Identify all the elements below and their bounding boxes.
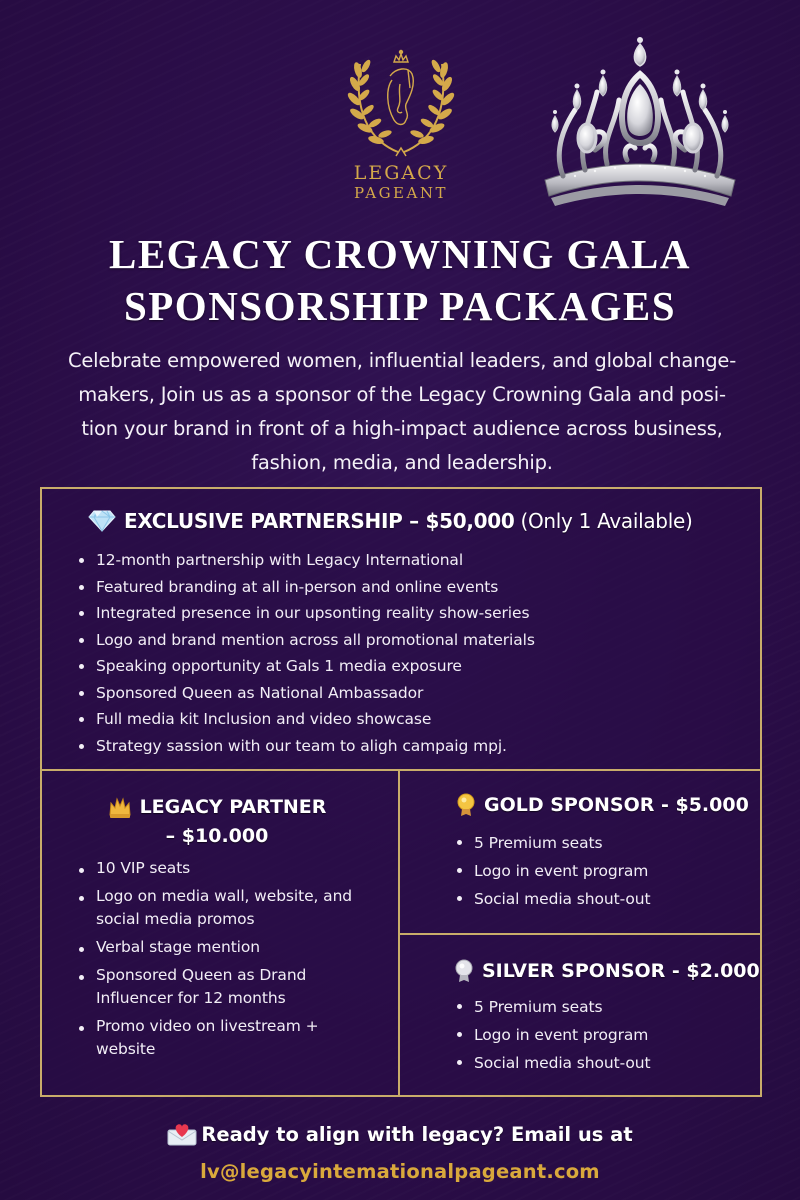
- gold-medal-icon: [456, 793, 476, 817]
- benefits-list: [454, 993, 744, 1077]
- tiara-image: [535, 30, 745, 215]
- package-silver-sponsor: [400, 935, 760, 1095]
- list-item: Social media shout-out: [454, 885, 744, 913]
- package-exclusive-partnership: [42, 489, 760, 771]
- package-title: SILVER SPONSOR - $2.000: [482, 960, 760, 982]
- list-item: Verbal stage mention: [76, 936, 376, 959]
- package-legacy-partner: [42, 771, 400, 1095]
- list-item: Strategy sassion with our team to aligh campaig mpj.: [76, 733, 746, 760]
- list-item: 10 VIP seats: [76, 857, 376, 880]
- page-title: [0, 228, 800, 332]
- package-title: EXCLUSIVE PARTNERSHIP – $50,000: [124, 509, 515, 533]
- package-heading: [454, 959, 760, 983]
- cta-message: Ready to align with legacy? Email us at: [201, 1122, 633, 1146]
- cta-text: [167, 1122, 632, 1146]
- contact-email-link[interactable]: lv@legacyintemationalpageant.com: [200, 1160, 600, 1183]
- list-item: Featured branding at all in-person and online events: [76, 574, 746, 601]
- list-item: 5 Premium seats: [454, 993, 744, 1021]
- list-item: 12-month partnership with Legacy International: [76, 547, 746, 574]
- list-item: Full media kit Inclusion and video showcase: [76, 706, 746, 733]
- list-item: Integrated presence in our upsonting reality show-series: [76, 600, 746, 627]
- intro-line: fashion, media, and leadership.: [251, 451, 553, 474]
- list-item: Logo on media wall, website, and social media promos: [76, 885, 376, 931]
- call-to-action: [0, 1122, 800, 1183]
- package-heading: [456, 793, 749, 817]
- list-item: Sponsored Queen as Drand Influencer for 12 months: [76, 964, 376, 1010]
- intro-line: Celebrate empowered women, influential leaders, and global change-: [67, 349, 737, 372]
- list-item: Logo and brand mention across all promotional materials: [76, 627, 746, 654]
- availability-note: (Only 1 Available): [520, 509, 693, 533]
- intro-line: makers, Join us as a sponsor of the Legacy Crowning Gala and posi-: [78, 383, 726, 406]
- package-gold-sponsor: [400, 771, 760, 935]
- love-letter-icon: [167, 1122, 197, 1146]
- list-item: Speaking opportunity at Gals 1 media exposure: [76, 653, 746, 680]
- list-item: 5 Premium seats: [454, 829, 744, 857]
- package-heading: [88, 509, 692, 533]
- diamond-icon: [88, 510, 116, 532]
- intro-paragraph: [52, 344, 752, 480]
- title-line-1: LEGACY CROWNING GALA: [108, 231, 692, 277]
- list-item: Social media shout-out: [454, 1049, 744, 1077]
- list-item: Logo in event program: [454, 857, 744, 885]
- package-heading: [97, 793, 337, 851]
- silver-medal-icon: [454, 959, 474, 983]
- package-price: – $10.000: [165, 825, 269, 847]
- list-item: Sponsored Queen as National Ambassador: [76, 680, 746, 707]
- benefits-list: [76, 547, 746, 759]
- benefits-list: [454, 829, 744, 913]
- intro-line: tion your brand in front of a high-impact audience across business,: [81, 417, 723, 440]
- sponsorship-packages-grid: [40, 487, 762, 1097]
- logo-text-pageant: PAGEANT: [354, 184, 448, 202]
- tiara-icon: [535, 30, 745, 215]
- package-title: GOLD SPONSOR - $5.000: [484, 794, 749, 816]
- crown-icon: [108, 797, 132, 819]
- package-title: LEGACY PARTNER: [139, 796, 327, 818]
- list-item: Logo in event program: [454, 1021, 744, 1049]
- logo-text-legacy: LEGACY: [353, 162, 449, 184]
- title-line-2: SPONSORSHIP PACKAGES: [123, 283, 677, 329]
- laurel-wreath-crowned-queen-icon: [346, 44, 456, 160]
- legacy-pageant-logo: [336, 44, 466, 204]
- benefits-list: [76, 857, 376, 1066]
- list-item: Promo video on livestream + website: [76, 1015, 376, 1061]
